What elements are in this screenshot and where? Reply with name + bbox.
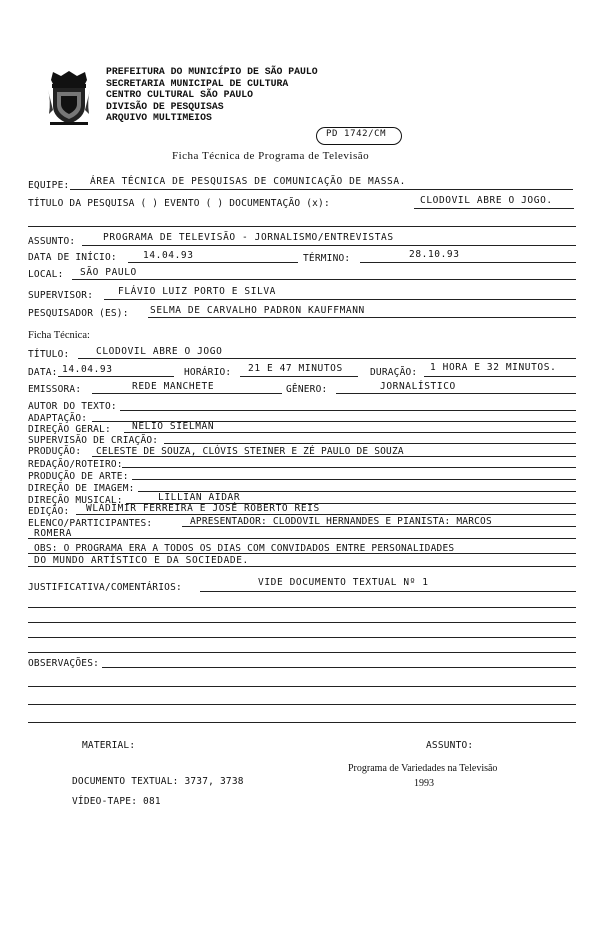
header-line-5: ARQUIVO MULTIMEIOS	[106, 112, 212, 123]
emissora-label: EMISSORA:	[28, 384, 82, 395]
titulo-pesquisa-label: TÍTULO DA PESQUISA ( ) EVENTO ( ) DOCUMENTAÇÃO (x):	[28, 198, 330, 209]
genero-label: GÊNERO:	[286, 384, 328, 395]
producao-label: PRODUÇÃO:	[28, 446, 82, 457]
elenco-value-1: APRESENTADOR: CLODOVIL HERNANDES E PIANISTA: MARCOS	[190, 516, 492, 527]
obs-line-2: DO MUNDO ARTÍSTICO E DA SOCIEDADE.	[34, 555, 249, 566]
edicao-value: WLADIMIR FERREIRA E JOSÉ ROBERTO REIS	[86, 503, 320, 514]
justificativa-value: VIDE DOCUMENTO TEXTUAL Nº 1	[258, 577, 429, 588]
direcao-geral-label: DIREÇÃO GERAL:	[28, 424, 111, 435]
termino-value: 28.10.93	[409, 249, 460, 260]
material-label: MATERIAL:	[82, 740, 136, 751]
obs-line-1: OBS: O PROGRAMA ERA A TODOS OS DIAS COM CONVIDADOS ENTRE PERSONALIDADES	[34, 543, 455, 554]
data-inicio-value: 14.04.93	[143, 250, 194, 261]
adaptacao-label: ADAPTAÇÃO:	[28, 413, 88, 424]
genero-value: JORNALÍSTICO	[380, 381, 456, 392]
pesquisador-label: PESQUISADOR (ES):	[28, 308, 129, 319]
observacoes-label: OBSERVAÇÕES:	[28, 658, 100, 669]
termino-label: TÉRMINO:	[303, 253, 351, 264]
emissora-value: REDE MANCHETE	[132, 381, 215, 392]
footer-year: 1993	[414, 778, 434, 789]
autor-texto-label: AUTOR DO TEXTO:	[28, 401, 117, 412]
video-tape: VÍDEO-TAPE: 081	[72, 796, 161, 807]
redacao-roteiro-label: REDAÇÃO/ROTEIRO:	[28, 459, 123, 470]
producao-value: CELESTE DE SOUZA, CLÓVIS STEINER E ZÉ PAULO DE SOUZA	[96, 446, 404, 457]
titulo-pesquisa-value: CLODOVIL ABRE O JOGO.	[420, 195, 553, 206]
justificativa-label: JUSTIFICATIVA/COMENTÁRIOS:	[28, 582, 182, 593]
supervisao-criacao-label: SUPERVISÃO DE CRIAÇÃO:	[28, 435, 159, 446]
footer-assunto-label: ASSUNTO:	[426, 740, 474, 751]
reference-code: PD 1742/CM	[326, 129, 387, 139]
coat-of-arms-logo	[47, 70, 91, 126]
data-inicio-label: DATA DE INÍCIO:	[28, 252, 117, 263]
equipe-value: ÁREA TÉCNICA DE PESQUISAS DE COMUNICAÇÃO DE MASSA.	[90, 176, 406, 187]
form-title: Ficha Técnica de Programa de Televisão	[172, 150, 370, 162]
footer-assunto-value: Programa de Variedades na Televisão	[348, 763, 498, 774]
local-value: SÃO PAULO	[80, 267, 137, 278]
titulo-label: TÍTULO:	[28, 349, 70, 360]
direcao-imagem-label: DIREÇÃO DE IMAGEM:	[28, 483, 135, 494]
duracao-label: DURAÇÃO:	[370, 367, 418, 378]
documento-textual: DOCUMENTO TEXTUAL: 3737, 3738	[72, 776, 244, 787]
header-line-2: SECRETARIA MUNICIPAL DE CULTURA	[106, 77, 289, 89]
edicao-label: EDIÇÃO:	[28, 506, 70, 517]
elenco-value-2: ROMERA	[34, 528, 72, 539]
ficha-tecnica-heading: Ficha Técnica:	[28, 330, 90, 341]
data-value: 14.04.93	[62, 364, 113, 375]
direcao-musical-label: DIREÇÃO MUSICAL:	[28, 495, 123, 506]
producao-arte-label: PRODUÇÃO DE ARTE:	[28, 471, 129, 482]
horario-value: 21 E 47 MINUTOS	[248, 363, 343, 374]
horario-label: HORÁRIO:	[184, 367, 232, 378]
supervisor-value: FLÁVIO LUIZ PORTO E SILVA	[118, 286, 276, 297]
institution-header	[106, 66, 318, 124]
assunto-value: PROGRAMA DE TELEVISÃO - JORNALISMO/ENTREVISTAS	[103, 232, 394, 243]
duracao-value: 1 HORA E 32 MINUTOS.	[430, 362, 557, 373]
local-label: LOCAL:	[28, 269, 64, 280]
equipe-label: EQUIPE:	[28, 180, 70, 191]
assunto-label: ASSUNTO:	[28, 236, 76, 247]
header-line-4: DIVISÃO DE PESQUISAS	[106, 100, 224, 112]
header-line-3: CENTRO CULTURAL SÃO PAULO	[106, 89, 253, 100]
elenco-label: ELENCO/PARTICIPANTES:	[28, 518, 153, 529]
titulo-value: CLODOVIL ABRE O JOGO	[96, 346, 223, 357]
supervisor-label: SUPERVISOR:	[28, 290, 94, 301]
direcao-geral-value: NELIO SIELMAN	[132, 421, 215, 432]
direcao-musical-value: LILLIAN AIDAR	[158, 492, 241, 503]
pesquisador-value: SELMA DE CARVALHO PADRON KAUFFMANN	[150, 305, 365, 316]
data-label: DATA:	[28, 367, 58, 378]
header-line-1: PREFEITURA DO MUNICÍPIO DE SÃO PAULO	[106, 66, 318, 77]
